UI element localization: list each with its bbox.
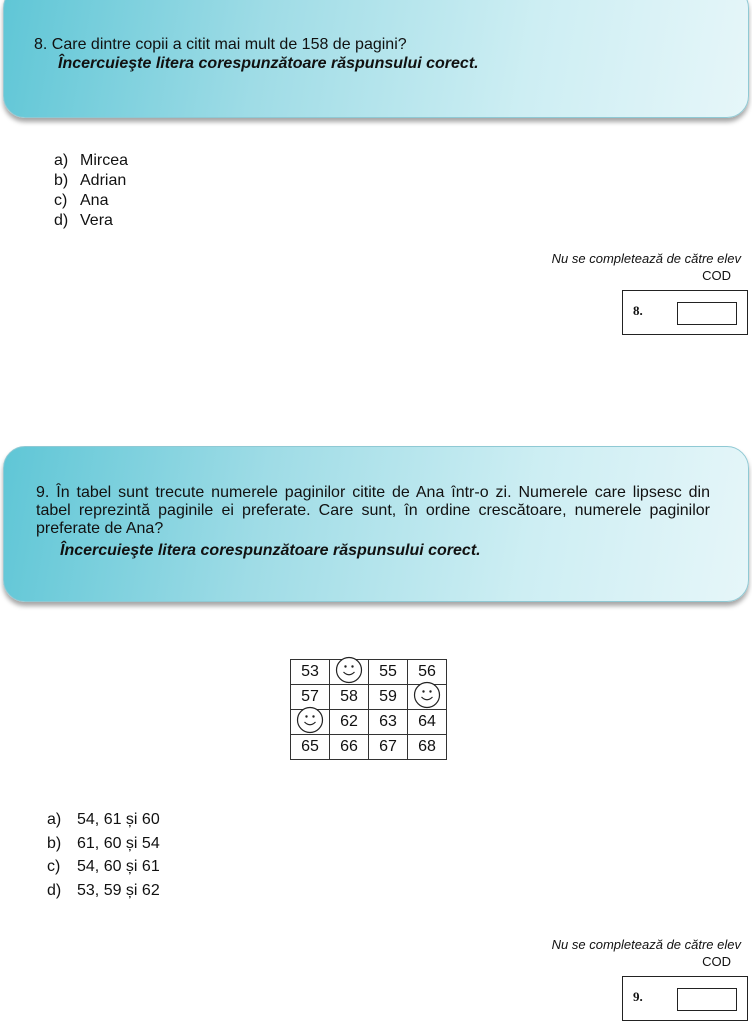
option-b[interactable] <box>47 832 160 856</box>
page-number-cell: 58 <box>330 685 369 710</box>
question-9-instruction: Încercuieşte litera corespunzătoare răspunsului corect. <box>60 542 481 559</box>
missing-page-cell <box>408 685 447 710</box>
table-row <box>291 710 447 735</box>
question-8-instruction: Încercuieşte litera corespunzătoare răspunsului corect. <box>58 55 479 72</box>
option-letter: c) <box>47 858 61 875</box>
table-row <box>291 735 447 760</box>
cod-label: COD <box>702 268 731 283</box>
option-c[interactable] <box>54 191 128 211</box>
code-box-number: 9. <box>633 989 643 1004</box>
option-text: Ana <box>80 192 109 209</box>
page-number-cell: 65 <box>291 735 330 760</box>
code-box-9 <box>622 976 748 1021</box>
option-letter: a) <box>47 811 62 828</box>
pages-table <box>290 659 447 760</box>
option-text: Mircea <box>80 152 129 169</box>
page-number-cell: 56 <box>408 660 447 685</box>
option-letter: a) <box>54 152 69 169</box>
missing-page-cell <box>330 660 369 685</box>
option-c[interactable] <box>47 855 160 879</box>
option-d[interactable] <box>54 211 128 231</box>
page-number-cell: 59 <box>369 685 408 710</box>
grader-note: Nu se completează de către elev <box>551 251 741 266</box>
question-8-options <box>54 151 128 231</box>
page-number-cell: 64 <box>408 710 447 735</box>
option-letter: d) <box>54 212 69 229</box>
option-letter: b) <box>54 172 69 189</box>
option-text: 54, 61 și 60 <box>77 811 160 828</box>
option-d[interactable] <box>47 879 160 903</box>
page-number-cell: 68 <box>408 735 447 760</box>
option-letter: b) <box>47 834 62 852</box>
page-number-cell: 63 <box>369 710 408 735</box>
option-a[interactable] <box>54 151 128 171</box>
question-8-text: 8. Care dintre copii a citit mai mult de 158 de pagini? <box>34 36 407 53</box>
question-9-options <box>47 808 160 902</box>
cod-label: COD <box>702 954 731 969</box>
option-a[interactable] <box>47 808 160 832</box>
option-text: 53, 59 și 62 <box>77 881 160 899</box>
grader-note: Nu se completează de către elev <box>551 937 741 952</box>
option-b[interactable] <box>54 171 128 191</box>
question-9-text: 9. În tabel sunt trecute numerele paginilor citite de Ana într-o zi. Numerele care lipsesc din tabel reprezintă paginile ei preferate. Care sunt, în ordine crescătoare, numerele paginilor preferate de Ana? <box>36 484 710 537</box>
missing-page-cell <box>291 710 330 735</box>
option-text: Vera <box>80 212 113 229</box>
page-number-cell: 62 <box>330 710 369 735</box>
page-number-cell: 67 <box>369 735 408 760</box>
option-letter: c) <box>54 192 68 209</box>
code-box-8 <box>622 290 748 335</box>
page-number-cell: 55 <box>369 660 408 685</box>
code-input-box[interactable] <box>677 988 737 1011</box>
code-box-number: 8. <box>633 303 643 318</box>
page-number-cell: 57 <box>291 685 330 710</box>
option-text: 54, 60 și 61 <box>77 858 160 875</box>
page-number-cell: 53 <box>291 660 330 685</box>
option-text: Adrian <box>80 172 127 189</box>
page-number-cell: 66 <box>330 735 369 760</box>
code-input-box[interactable] <box>677 302 737 325</box>
option-letter: d) <box>47 881 62 899</box>
option-text: 61, 60 și 54 <box>77 834 160 852</box>
